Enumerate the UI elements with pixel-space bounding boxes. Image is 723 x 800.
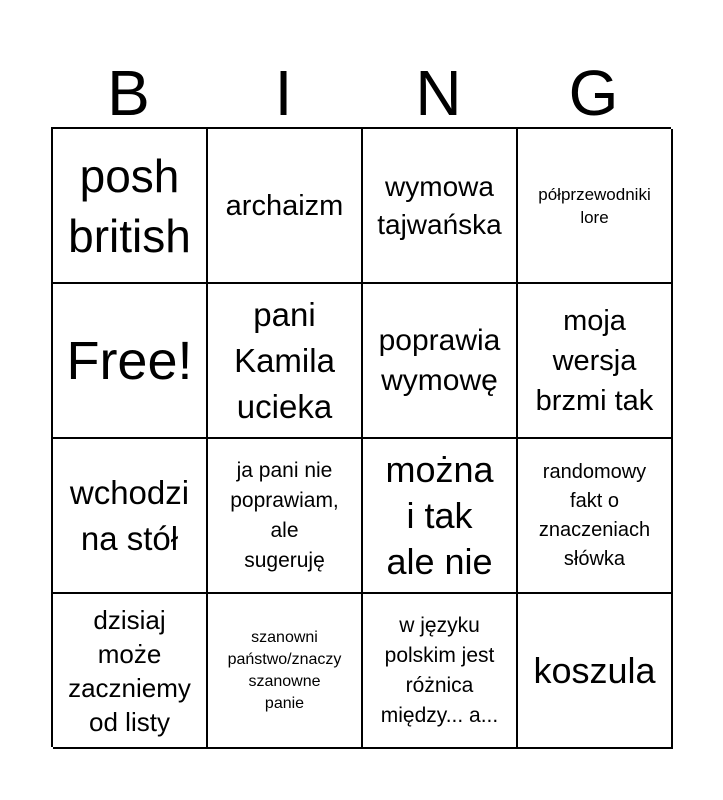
bingo-cell-r4c2[interactable] [208, 594, 363, 749]
bingo-cell-label: koszula [533, 649, 656, 691]
header-letter-n: N [415, 57, 462, 129]
bingo-cell-r2c1[interactable] [53, 284, 208, 439]
bingo-cell-r2c2[interactable] [208, 284, 363, 439]
bingo-cell-r4c1[interactable] [53, 594, 208, 749]
bingo-cell-label: ja pani nie poprawiam, ale sugeruję [230, 458, 339, 572]
header-letter-b: B [107, 57, 150, 129]
bingo-cell-label: wchodzi na stół [69, 473, 190, 557]
bingo-cell-label: wymowa tajwańska [377, 170, 502, 240]
bingo-cell-r2c3[interactable] [363, 284, 518, 439]
header-letter-i: I [274, 57, 293, 129]
bingo-cell-r3c3[interactable] [363, 439, 518, 594]
bingo-cell-label: archaizm [225, 189, 344, 222]
bingo-cell-label: randomowy fakt o znaczeniach słówka [538, 460, 651, 570]
bingo-cell-r3c1[interactable] [53, 439, 208, 594]
bingo-cell-r4c4[interactable] [518, 594, 673, 749]
bingo-cell-r2c4[interactable] [518, 284, 673, 439]
bingo-cell-label: półprzewodniki lore [538, 184, 651, 227]
bingo-header [51, 58, 671, 128]
bingo-cell-label: można i tak ale nie [385, 448, 494, 582]
bingo-cell-r3c2[interactable] [208, 439, 363, 594]
bingo-cell-r4c3[interactable] [363, 594, 518, 749]
bingo-cell-label: Free! [66, 330, 193, 391]
bingo-cell-label: w języku polskim jest różnica między... a... [380, 613, 499, 727]
bingo-cell-r1c1[interactable] [53, 129, 208, 284]
bingo-cell-label: posh british [68, 149, 191, 262]
bingo-cell-label: dzisiaj może zaczniemy od listy [68, 604, 191, 737]
header-letter-g: G [568, 57, 619, 129]
bingo-cell-r1c3[interactable] [363, 129, 518, 284]
bingo-cell-label: szanowni państwo/znaczy szanowne panie [227, 628, 342, 712]
bingo-cell-label: moja wersja brzmi tak [535, 304, 654, 417]
bingo-cell-r3c4[interactable] [518, 439, 673, 594]
bingo-grid [51, 127, 671, 747]
bingo-cell-r1c2[interactable] [208, 129, 363, 284]
bingo-cell-label: pani Kamila ucieka [234, 295, 335, 425]
bingo-cell-r1c4[interactable] [518, 129, 673, 284]
bingo-cell-label: poprawia wymowę [378, 323, 501, 397]
